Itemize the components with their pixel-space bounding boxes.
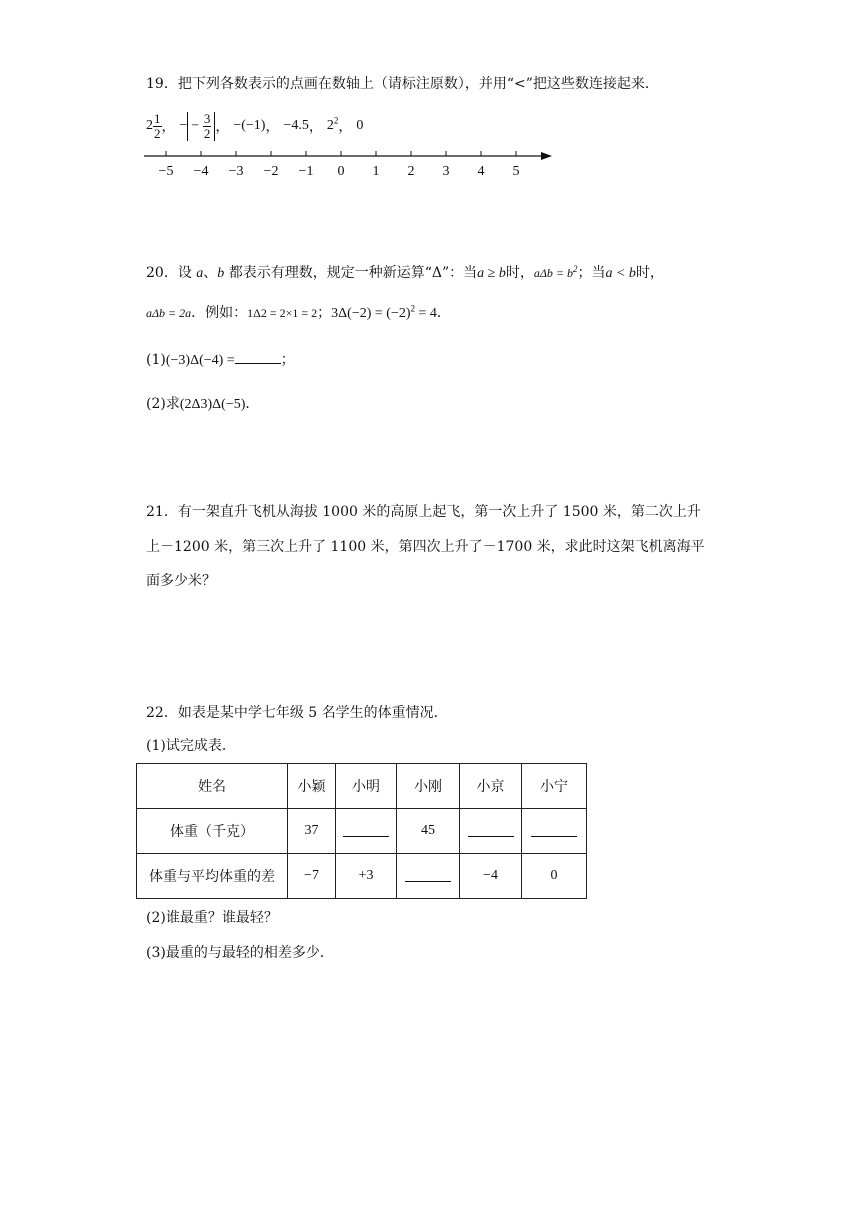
table-row [137, 854, 587, 899]
q22-part-1: (1)试完成表． [146, 738, 236, 754]
q21-line-1: 21．有一架直升飞机从海拔 1000 米的高原上起飞，第一次上升了 1500 米，第二次上升 [146, 504, 701, 520]
table-cell: 45 [397, 809, 460, 854]
table-cell: −7 [288, 854, 336, 899]
q21-line-2: 上－1200 米，第三次上升了 1100 米，第四次上升了－1700 米，求此时这架飞机离海平 [146, 539, 705, 555]
q19-numbers [146, 108, 363, 144]
separator: ， [265, 120, 280, 135]
number-line [140, 145, 560, 185]
separator: ， [161, 120, 176, 135]
number-line-tick-label: −1 [298, 164, 314, 179]
number-line-ticks [159, 151, 520, 179]
q19-prompt: 19．把下列各数表示的点画在数轴上（请标注原数），并用“<”把这些数连接起来． [146, 76, 659, 92]
table-cell: 37 [288, 809, 336, 854]
number-line-tick-label: −3 [228, 164, 244, 179]
table-row-label: 体重（千克） [137, 809, 288, 854]
table-row [137, 764, 587, 809]
number-line-tick-label: −2 [263, 164, 279, 179]
table-header-cell: 小明 [336, 764, 397, 809]
q19-number-3: −(−1) [233, 118, 266, 133]
answer-blank[interactable] [235, 351, 281, 364]
q20-part-2: (2)求(2Δ3)Δ(−5)． [146, 396, 260, 412]
number-line-tick-label: 3 [442, 164, 450, 179]
table-cell-blank[interactable] [460, 809, 522, 854]
q22-part-2: (2)谁最重？谁最轻？ [146, 910, 278, 926]
separator: ， [215, 120, 230, 135]
table-cell-blank[interactable] [522, 809, 587, 854]
q19-number-4: −4.5 [283, 118, 309, 133]
table-header-cell: 小颖 [288, 764, 336, 809]
table-row-label: 体重与平均体重的差 [137, 854, 288, 899]
q19-number-1-fraction: $\frac{1}{2}$ [154, 110, 161, 141]
q19-number-6: 0 [356, 118, 364, 133]
q19-number-1-whole: 2 [146, 118, 153, 133]
table-header-cell: 小京 [460, 764, 522, 809]
table-cell: 0 [522, 854, 587, 899]
number-line-tick-label: 0 [337, 164, 345, 179]
table-header-cell: 姓名 [137, 764, 288, 809]
number-line-tick-label: −5 [158, 164, 174, 179]
q19-number-2-absolute: − $\frac{3}{2}$ [187, 112, 215, 141]
table-cell: +3 [336, 854, 397, 899]
q21-line-3: 面多少米？ [146, 573, 216, 589]
number-line-tick-label: 1 [372, 164, 380, 179]
separator: ， [308, 120, 323, 135]
number-line-tick-label: 4 [477, 164, 485, 179]
q20-part-1: (1)(−3)Δ(−4) = ； [146, 352, 295, 368]
q22-part-3: (3)最重的与最轻的相差多少． [146, 945, 334, 961]
table-row [137, 809, 587, 854]
weight-table [136, 763, 587, 899]
q20-line-1: 20．设 a、b 都表示有理数，规定一种新运算“Δ”：当a ≥ b时，$a\Delta b = b^2$；当a < b时， [146, 264, 664, 281]
number-line-tick-label: 5 [512, 164, 520, 179]
table-cell-blank[interactable] [397, 854, 460, 899]
number-line-tick-label: 2 [407, 164, 415, 179]
number-line-tick-label: −4 [193, 164, 209, 179]
table-cell-blank[interactable] [336, 809, 397, 854]
q19-number-5: $2^2$ [326, 115, 339, 133]
q22-intro: 22．如表是某中学七年级 5 名学生的体重情况． [146, 705, 448, 721]
table-cell: −4 [460, 854, 522, 899]
separator: ， [338, 120, 353, 135]
table-header-cell: 小宁 [522, 764, 587, 809]
q19-number-2-sign: − [179, 118, 188, 133]
q20-line-2: aΔb = 2a．例如：1Δ2 = 2×1 = 2；$3\Delta(-2) = (-2)^2 = 4$． [146, 303, 451, 321]
table-header-cell: 小刚 [397, 764, 460, 809]
number-line-arrow [541, 152, 552, 160]
